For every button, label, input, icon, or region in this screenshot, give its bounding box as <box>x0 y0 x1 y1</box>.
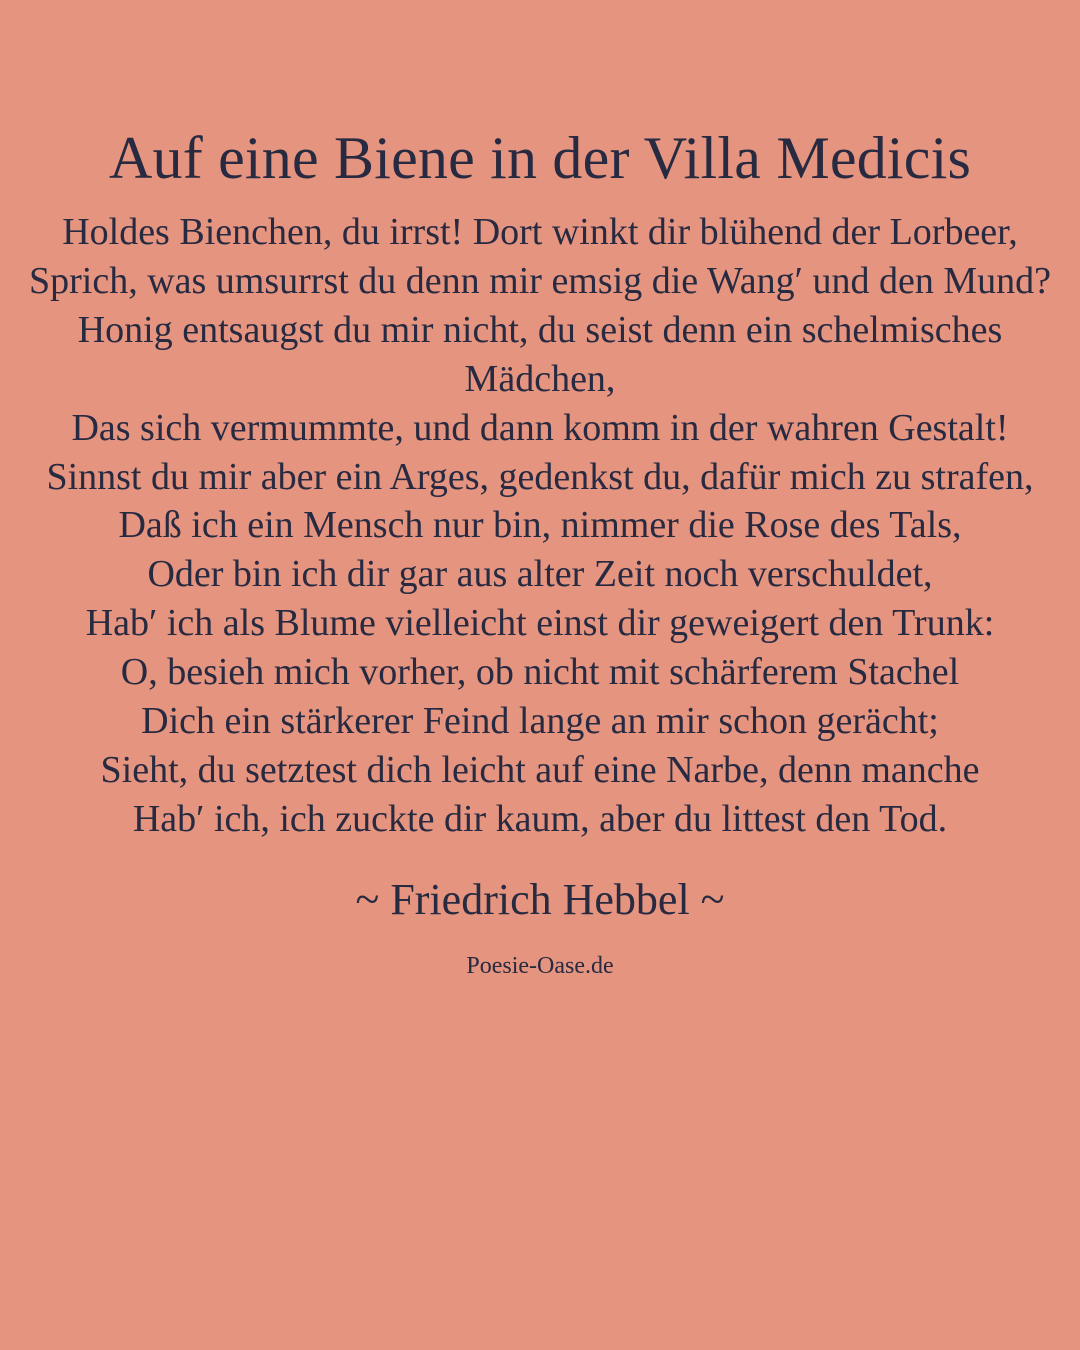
poem-line: Dich ein stärkerer Feind lange an mir schon gerächt; <box>141 700 939 743</box>
poem-line: Oder bin ich dir gar aus alter Zeit noch verschuldet, <box>147 553 933 596</box>
poem-line: O, besieh mich vorher, ob nicht mit schärferem Stachel <box>120 651 960 694</box>
poem-title: Auf eine Biene in der Villa Medicis <box>108 125 972 191</box>
poem-line: Hab′ ich, ich zuckte dir kaum, aber du littest den Tod. <box>132 797 948 840</box>
poem-line: Sieht, du setztest dich leicht auf eine Narbe, denn manche <box>100 748 980 791</box>
site-credit: Poesie-Oase.de <box>466 952 614 979</box>
poem-author: ~ Friedrich Hebbel ~ <box>355 874 725 924</box>
poem-line: Holdes Bienchen, du irrst! Dort winkt dir blühend der Lorbeer, <box>62 211 1018 253</box>
poem-body <box>0 208 1080 844</box>
poem-line: Hab′ ich als Blume vielleicht einst dir geweigert den Trunk: <box>85 602 995 645</box>
poem-line: Das sich vermummte, und dann komm in der wahren Gestalt! <box>71 406 1009 449</box>
poem-line: Sprich, was umsurrst du denn mir emsig die Wang′ und den Mund? <box>29 259 1051 302</box>
poem-line: Daß ich ein Mensch nur bin, nimmer die Rose des Tals, <box>118 504 962 547</box>
poem-line: Honig entsaugst du mir nicht, du seist denn ein schelmisches Mädchen, <box>77 308 1003 400</box>
poem-line: Sinnst du mir aber ein Arges, gedenkst du, dafür mich zu strafen, <box>46 455 1034 498</box>
